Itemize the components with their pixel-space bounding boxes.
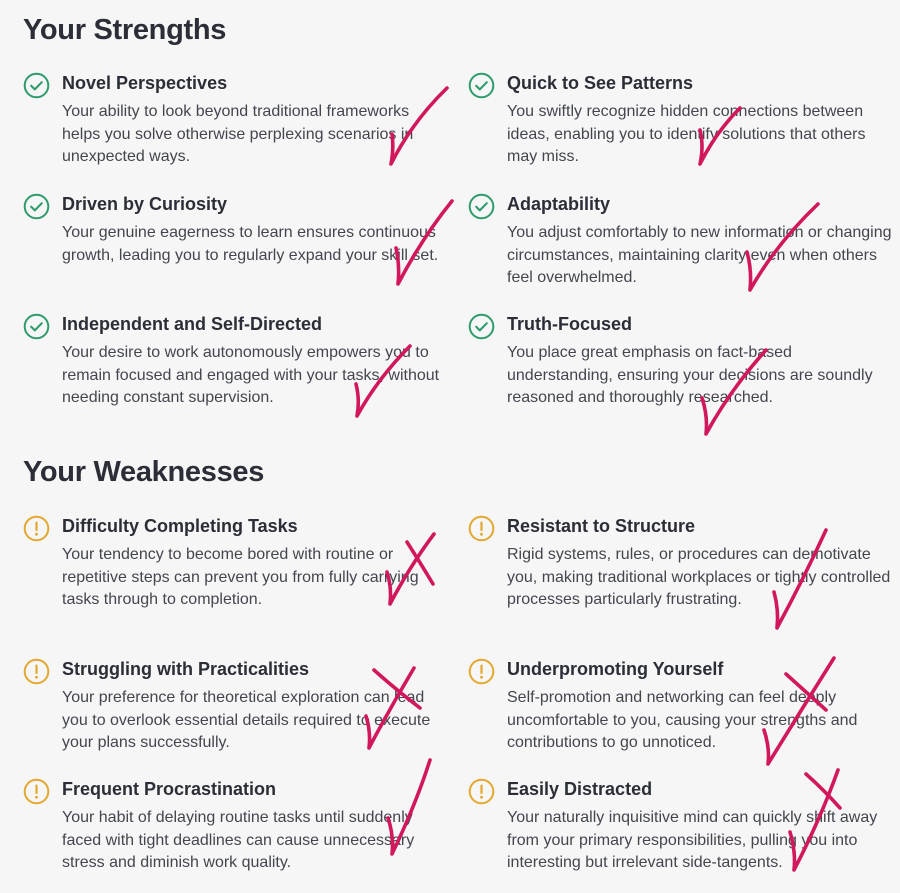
strength-title: Independent and Self-Directed: [62, 314, 323, 334]
weakness-description: Rigid systems, rules, or procedures can demotivate you, making traditional workplaces or tightly controlled processes particularly frustrating.: [507, 546, 891, 609]
handwritten-cross: [806, 774, 840, 808]
strength-description: Your desire to work autonomously empowers you to remain focused and engaged with your tasks, without needing constant supervision.: [62, 344, 440, 407]
weakness-description: Your preference for theoretical exploration can lead you to overlook essential details required to execute your plans successfully.: [62, 689, 431, 752]
weakness-title: Resistant to Structure: [507, 516, 696, 536]
weaknesses-heading: Your Weaknesses: [23, 456, 265, 488]
weakness-description: Self-promotion and networking can feel deeply uncomfortable to you, causing your strengths and contributions to go unnoticed.: [507, 689, 858, 752]
exclamation-circle-icon: [468, 658, 495, 685]
weakness-title: Easily Distracted: [507, 779, 653, 799]
exclamation-circle-icon: [23, 515, 50, 542]
strengths-heading: Your Strengths: [23, 14, 227, 46]
strength-description: You place great emphasis on fact-based understanding, ensuring your decisions are soundly reasoned and thoroughly researched.: [507, 344, 873, 407]
weakness-title: Struggling with Practicalities: [62, 659, 310, 679]
strength-title: Truth-Focused: [507, 314, 632, 334]
check-circle-icon: [468, 313, 495, 340]
weakness-title: Frequent Procrastination: [62, 779, 277, 799]
weakness-title: Difficulty Completing Tasks: [62, 516, 298, 536]
strength-description: Your ability to look beyond traditional frameworks helps you solve otherwise perplexing scenarios in unexpected ways.: [62, 103, 414, 166]
strength-title: Adaptability: [507, 194, 611, 214]
exclamation-circle-icon: [468, 515, 495, 542]
check-circle-icon: [468, 72, 495, 99]
exclamation-circle-icon: [23, 658, 50, 685]
strength-description: Your genuine eagerness to learn ensures continuous growth, leading you to regularly expand your skill set.: [62, 224, 439, 264]
weakness-description: Your naturally inquisitive mind can quickly shift away from your primary responsibilities, pulling you into interesting but irrelevant side-tangents.: [507, 809, 878, 872]
strength-description: You swiftly recognize hidden connections between ideas, enabling you to identify solutions that others may miss.: [507, 103, 866, 166]
strength-title: Driven by Curiosity: [62, 194, 228, 214]
weakness-title: Underpromoting Yourself: [507, 659, 724, 679]
weakness-description: Your habit of delaying routine tasks until suddenly faced with tight deadlines can cause unnecessary stress and diminish work quality.: [62, 809, 415, 872]
check-circle-icon: [23, 313, 50, 340]
check-circle-icon: [23, 193, 50, 220]
strength-description: You adjust comfortably to new information or changing circumstances, maintaining clarity even when others feel overwhelmed.: [507, 224, 892, 287]
exclamation-circle-icon: [468, 778, 495, 805]
strength-title: Novel Perspectives: [62, 73, 228, 93]
exclamation-circle-icon: [23, 778, 50, 805]
check-circle-icon: [23, 72, 50, 99]
strength-title: Quick to See Patterns: [507, 73, 694, 93]
weakness-description: Your tendency to become bored with routine or repetitive steps can prevent you from fully carrying tasks through to completion.: [62, 546, 419, 609]
check-circle-icon: [468, 193, 495, 220]
